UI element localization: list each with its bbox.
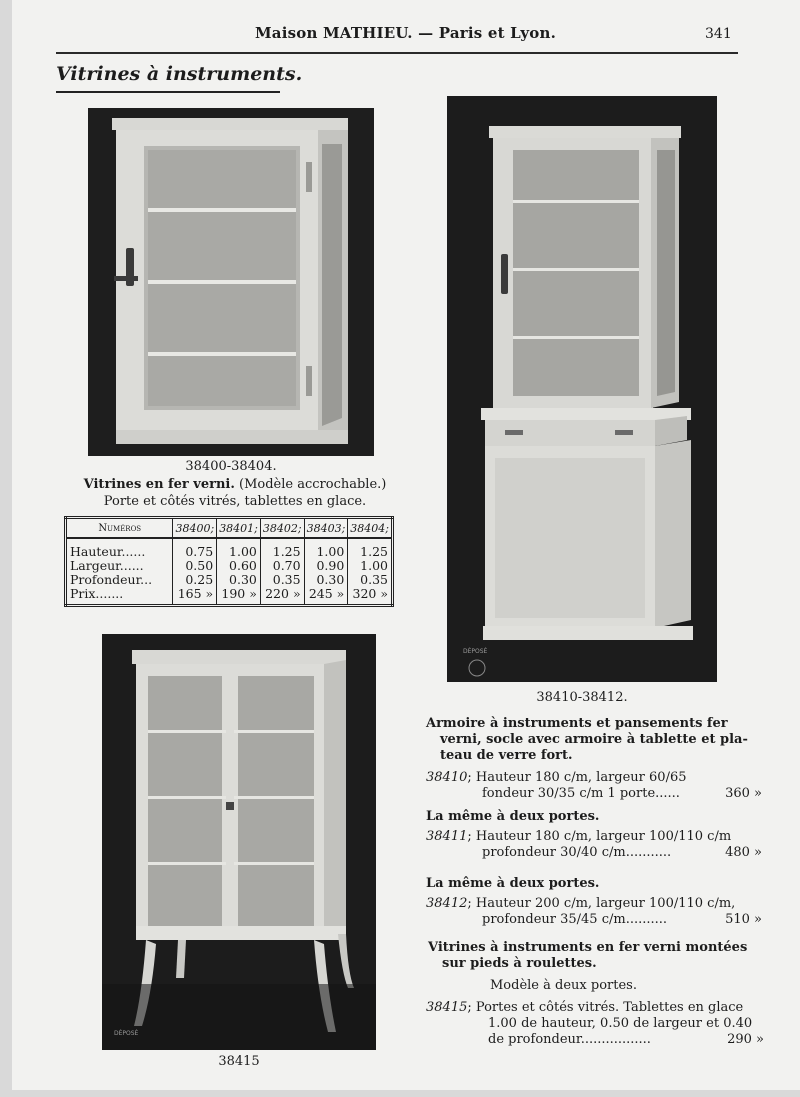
spec-row-label: Profondeur... [70, 572, 153, 587]
spec-col-38404: 38404; [348, 518, 393, 539]
stamp-text: DÉPOSÉ [463, 648, 488, 655]
spec-row-largeur [66, 559, 393, 573]
spec-col-38400: 38400; [173, 518, 217, 539]
page-number: 341 [705, 26, 732, 42]
entry-ref: 38412 [426, 896, 468, 911]
spec-cell: 0.35 [348, 573, 393, 587]
entry-38412 [426, 896, 766, 928]
spec-row-label: Largeur...... [70, 558, 144, 573]
spec-col-38402: 38402; [260, 518, 304, 539]
spec-cell: 0.75 [173, 538, 217, 559]
caption-description: Porte et côtés vitrés, tablettes en glace. [103, 494, 367, 509]
entry-text: profondeur 35/45 c/m.......... [482, 912, 668, 927]
vitrines-subtitle: Modèle à deux portes. [490, 978, 637, 993]
spec-header-label: Numéros [66, 518, 173, 539]
section-title: Vitrines à instruments. [56, 63, 303, 85]
spec-cell: 220 » [260, 587, 304, 606]
spec-row-prix [66, 587, 393, 606]
spec-row-label: Hauteur...... [70, 544, 146, 559]
entry-text: fondeur 30/35 c/m 1 porte...... [482, 786, 680, 801]
spec-cell: 1.00 [217, 538, 261, 559]
caption-numbers-38415: 38415 [218, 1054, 260, 1069]
entry-38415 [426, 1000, 776, 1048]
armoire-title-line: Armoire à instruments et pansements fer [426, 716, 728, 731]
caption-numbers-38400: 38400-38404. [185, 459, 277, 474]
entry-38410 [426, 770, 766, 802]
section-title-underline [56, 91, 280, 93]
photo-cabinet-on-legs [102, 634, 376, 1050]
vitrines-title-line: sur pieds à roulettes. [442, 956, 597, 971]
armoire-title [426, 716, 766, 764]
photo-wall-cabinet [88, 108, 374, 456]
stamp-text: DÉPOSÉ [114, 1030, 139, 1037]
vitrines-legs-title [428, 940, 768, 972]
spec-cell: 1.00 [304, 538, 348, 559]
caption-title-bold: Vitrines en fer verni. [83, 477, 235, 492]
spec-cell: 0.70 [260, 559, 304, 573]
armoire-title-line: verni, socle avec armoire à tablette et pla- [440, 732, 748, 747]
entry-text: ; Hauteur 180 c/m, largeur 60/65 [467, 770, 687, 785]
caption-title-note: (Modèle accrochable.) [239, 477, 387, 492]
spec-cell: 320 » [348, 587, 393, 606]
spec-cell: 0.30 [304, 573, 348, 587]
entry-38411 [426, 829, 766, 861]
page-header-title: Maison MATHIEU. — Paris et Lyon. [255, 24, 556, 42]
spec-cell: 0.30 [217, 573, 261, 587]
spec-table-header [66, 518, 393, 539]
entry-price: 360 » [725, 786, 762, 801]
spec-cell: 165 » [173, 587, 217, 606]
entry-price: 480 » [725, 845, 762, 860]
caption-title-wall-cabinet [70, 477, 400, 492]
vitrines-title-line: Vitrines à instruments en fer verni montées [428, 940, 748, 955]
entry-text: ; Hauteur 180 c/m, largeur 100/110 c/m [467, 829, 732, 844]
entry-price: 290 » [727, 1032, 764, 1047]
spec-cell: 1.25 [260, 538, 304, 559]
variant-title: La même à deux portes. [426, 809, 600, 824]
armoire-title-line: teau de verre fort. [440, 748, 573, 763]
spec-cell: 1.25 [348, 538, 393, 559]
variant-title-two-doors [426, 876, 599, 892]
spec-cell: 1.00 [348, 559, 393, 573]
spec-row-profondeur [66, 573, 393, 587]
entry-ref: 38415 [426, 1000, 468, 1015]
spec-cell: 245 » [304, 587, 348, 606]
entry-text: de profondeur................. [488, 1032, 651, 1047]
spec-table [64, 516, 394, 607]
spec-cell: 0.25 [173, 573, 217, 587]
variant-title: La même à deux portes. [426, 876, 600, 891]
entry-ref: 38411 [426, 829, 468, 844]
entry-ref: 38410 [426, 770, 468, 785]
entry-text: profondeur 30/40 c/m........... [482, 845, 672, 860]
spec-cell: 0.50 [173, 559, 217, 573]
header-rule [56, 52, 738, 54]
spec-cell: 0.60 [217, 559, 261, 573]
spec-col-38403: 38403; [304, 518, 348, 539]
variant-title-two-doors [426, 809, 599, 825]
spec-row-hauteur [66, 538, 393, 559]
spec-cell: 0.90 [304, 559, 348, 573]
entry-text: ; Hauteur 200 c/m, largeur 100/110 c/m, [467, 896, 736, 911]
spec-cell: 190 » [217, 587, 261, 606]
spec-row-label: Prix....... [70, 586, 124, 601]
spec-col-38401: 38401; [217, 518, 261, 539]
entry-text: ; Portes et côtés vitrés. Tablettes en glace [467, 1000, 744, 1015]
photo-instrument-armoire [447, 96, 717, 682]
entry-price: 510 » [725, 912, 762, 927]
caption-numbers-38410: 38410-38412. [536, 690, 628, 705]
entry-text: 1.00 de hauteur, 0.50 de largeur et 0.40 [488, 1016, 753, 1031]
spec-cell: 0.35 [260, 573, 304, 587]
